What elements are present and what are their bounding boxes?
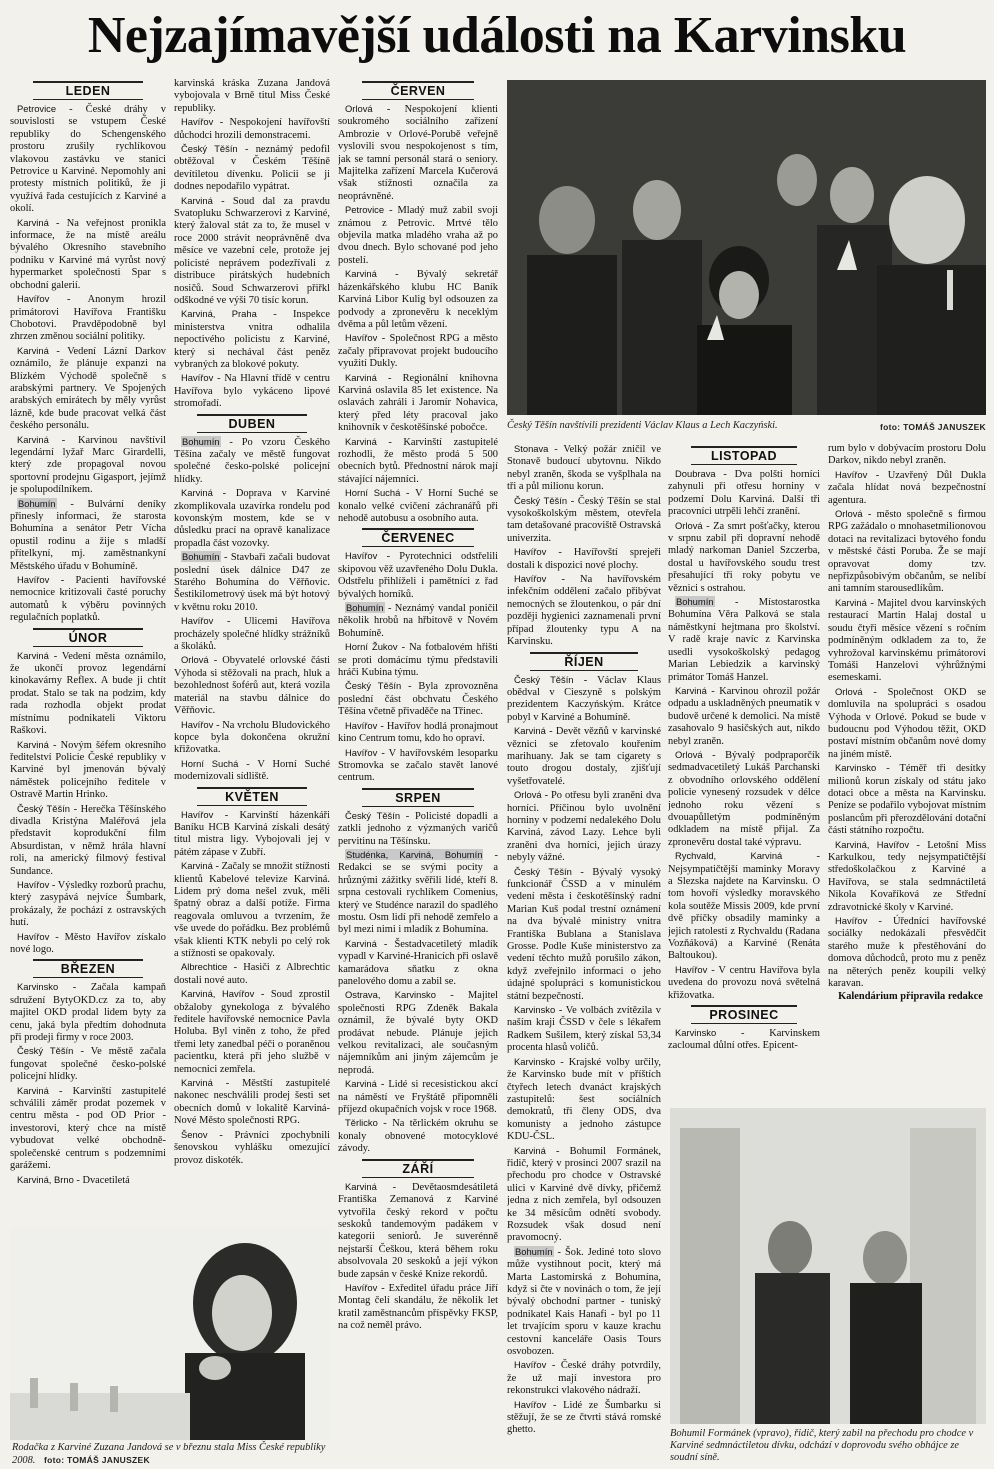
item-location: Havířov (345, 1281, 378, 1293)
item-text: - Novým šéfem okresního ředitelství Policie České republiky v Karviné byl jmenován bývalý náměstek policejního ředitele v Ostravě Martin Hrinko. (10, 739, 166, 801)
news-item (828, 686, 986, 761)
item-text: - Redakci se se svými pocity a hrůznými zážitky svěřili lidé, kteří 8. srpna cestovali rychlíkem Comenius, který ve Studénce narazil do spadlého mostu. Osm lidí při nehodě zemřelo a byl mezi nimi i mladík z Bohumína. (338, 849, 498, 936)
item-location: Ostrava, Karvinsko (345, 989, 436, 1001)
item-text: - České dráhy v souvislosti se vstupem České republiky do Schengenského prostoru zrušily rychlíkovou vlakovou zastávku ve stanici Petrovice u Karviné. Nepomohly ani protesty místních politiků, že ji využívá řada cestujících z Karviné a okolí. (10, 104, 166, 215)
miss-caption: Rodačka z Karviné Zuzana Jandová se v březnu stala Miss České republiky 2008. (12, 1442, 326, 1466)
presidents-credit: foto: TOMÁŠ JANUSZEK (880, 422, 986, 432)
news-item (10, 345, 166, 433)
item-text: - Václav Klaus obědval v Cieszyně s polským prezidentem Kaczyńským. Krátce pobyl v Karviné a Bohumíně. (507, 674, 661, 723)
news-item (10, 103, 166, 216)
item-location: Karviná (345, 1180, 377, 1192)
section-heading: PROSINEC (691, 1005, 797, 1024)
item-location: Karvinsko (514, 1004, 556, 1016)
item-text: - Za smrt pošťačky, kterou v srpnu zabil při dopravní nehodě mladý narkoman Daniel Szczerba, dostal u havířovského soudu trest přesahující tři roky pobytu ve věznici s ostrahou. (668, 520, 820, 594)
item-text: - Mladý muž zabil svoji známou z Petrovic. Mrtvé tělo objevila matka mladého vraha až po dvou dnech. Bylo schované pod jeho postelí. (338, 205, 498, 266)
presidents-photo-illustration (507, 80, 986, 415)
item-location: Karviná (345, 937, 377, 949)
news-item (507, 789, 661, 864)
news-item (174, 1129, 330, 1167)
news-item (338, 989, 498, 1077)
item-text: - Ve městě začala fungovat společné česko-polské policejní hlídky. (10, 1046, 166, 1083)
item-text: - Soud dal za pravdu Svatopluku Schwarzerovi z Karviné, který žaloval stát za to, že musel v roce 2000 strávit neoprávněně dva měsíce ve vazební cele, protože jej policisté neprávem podezřívali z distribuce pirátských hudebních nosičů. Soud Schwarzerovi přiřkl odškodné ve výši 70 tisíc korun. (174, 195, 330, 306)
item-location: Karviná (345, 268, 377, 280)
item-location: Český Těšín (17, 1045, 74, 1057)
item-text: - Šok. Jediné toto slovo může vystihnout pocit, který má Marta Lastomirská z Bohumína, když si čte v novinách o tom, že její bývalý obchodní partner - tuniský podnikatel Kais Hanafi - byl po 11 let trvajícím sporu v kauze krachu cestovní kanceláře Oasis Tours osvobozen. (507, 1246, 661, 1358)
item-text: - Doprava v Karviné zkomplikovala uzavírka rondelu pod kovonským mostem, kde se v důsledku prací na opravě kanalizace propadla část vozovky. (174, 488, 330, 549)
item-text: - Havířov hodlá pronajmout kino Centrum tomu, kdo ho opraví. (338, 720, 498, 745)
item-text: - Anonym hrozil primátorovi Havířova Františku Chobotovi. Pravděpodobně byl zhrzen změnou sociální politiky. (10, 294, 166, 343)
item-location: Karviná (181, 1077, 213, 1089)
item-text: - Na Hlavní třídě v centru Havířova bylo vykáceno lipové stromořadí. (174, 373, 330, 410)
item-location: Havířov (17, 293, 50, 305)
item-text: - V Horní Suché modernizovali sídliště. (174, 758, 330, 783)
item-text: - Karvinští zastupitelé schválili záměr prodat pozemek v centru města - pod OD Prior - investorovi, který chce na místě vybudovat velké obchodně-společenské centrum s podzemními garážemi. (10, 1085, 166, 1172)
item-text: - Regionální knihovna Karviná oslavila 85 let existence. Na oslavách zahráli i Jaromír Nohavica, který před léty pracoval jako knihovník v českotěšínské pobočce. (338, 372, 498, 434)
item-location: Bohumín (18, 497, 56, 509)
item-text: karvinská kráska Zuzana Jandová vybojovala v Brně titul Miss České republiky. (174, 78, 330, 114)
news-item (507, 1004, 661, 1055)
item-text: - Soud zprostil obžaloby gynekologa z bývalého ředitele havířovské nemocnice Pavla Holuba. Byl viněn z toho, že před třemi lety zanedbal péči o poraněnou pacientku, která při jeho službě v nemocnici zemřela. (174, 989, 330, 1075)
item-text: - Exředitel úřadu práce Jiří Montag čelí skandálu, že několik let kratil zaměstnancům příspěvky FKSP, na což neměl právo. (338, 1282, 498, 1332)
news-item (10, 498, 166, 573)
section-heading: LISTOPAD (691, 446, 797, 465)
news-item (174, 372, 330, 410)
item-location: Petrovice (345, 204, 385, 216)
news-item (338, 810, 498, 848)
item-text: - V havířovském lesoparku Stromovka se začalo stavět lanové centrum. (338, 747, 498, 784)
item-location: Karviná (17, 433, 49, 445)
news-item (338, 372, 498, 435)
news-item (174, 308, 330, 371)
item-location: Karviná (514, 1144, 546, 1156)
item-location: Karviná (17, 1084, 49, 1096)
news-item (10, 293, 166, 344)
item-text: - Vedení města oznámilo, že ukončí provoz legendární kinokavárny Reflex. A bude ji chtít prodat. Stalo se tak na podzim, kdy rada rozhodla objekt prodat místnímu podnikateli Viktoru Raškovi. (10, 650, 166, 737)
news-item (338, 602, 498, 640)
item-text: - Na vrcholu Bludovického kopce byla dokončena okružní křižovatka. (174, 719, 330, 756)
item-location: Karviná, Havířov (835, 838, 910, 850)
item-location: Havířov (345, 719, 378, 731)
item-location: Albrechtice (181, 961, 228, 973)
section-heading: ÚNOR (33, 628, 142, 647)
item-text: - Policisté dopadli a zatkli jednoho z výzmaných varičů pervitinu na Těšínsku. (338, 810, 498, 847)
news-item (507, 495, 661, 546)
item-text: - Hasiči z Albrechtic dostali nové auto. (174, 962, 330, 986)
item-location: Rychvald, Karviná (675, 850, 783, 862)
item-text: - Havířovští sprejeři dostali k dispozici nové plochy. (507, 547, 661, 571)
news-item (10, 217, 166, 292)
item-location: Český Těšín (345, 680, 402, 692)
news-item (338, 720, 498, 746)
item-location: Šenov (181, 1128, 208, 1140)
item-location: Český Těšín (514, 865, 572, 877)
item-text: - Po vzoru Českého Těšína začaly ve městě fungovat společné česko-polské policejní hlídky. (174, 436, 330, 485)
news-item (338, 849, 498, 937)
news-item (668, 1027, 820, 1053)
section-heading: BŘEZEN (33, 959, 142, 978)
news-item (338, 332, 498, 370)
item-text: - Krajské volby určily, že Karvinsko bude mít v příštích čtyřech letech dvanáct krajských zastupitelů: šest sociálních demokratů, tři členy ODS, dva komunisty a jednoho zástupce KDU-ČSL. (507, 1056, 661, 1143)
item-location: Český Těšín (345, 809, 401, 821)
item-text: - Vedení Lázní Darkov oznámilo, že plánuje expanzi na Blízkém Východě společně s arabskými partnery. Ve Spojených arabských emirátech by měly vyrůst lázně, kde bude pracovat velká část českého personálu. (10, 345, 166, 432)
item-location: Karviná (17, 738, 49, 750)
item-location: Orlová (835, 508, 863, 520)
item-text: - Pacienti havířovské nemocnice kritizovali časté poruchy automatů k výběru povinných regulačních poplatků. (10, 575, 166, 624)
news-item (668, 520, 820, 595)
item-location: Havířov (17, 574, 50, 586)
item-text: - neznámý pedofil obtěžoval v Českém Těšíně devítiletou dívenku. Policii se ji dodnes nepodařilo vypátrat. (174, 144, 330, 193)
news-item (338, 550, 498, 601)
news-item (10, 574, 166, 625)
item-location: Stonava (514, 443, 549, 454)
item-location: Český Těšín (17, 802, 70, 814)
item-text: - Společnost RPG a město začaly připravovat projekt budoucího využití Dukly. (338, 333, 498, 370)
item-text: - Stavbaři začali budovat poslední úsek dálnice D47 ze Starého Bohumína do Věřňovic. Šestikilometrový úsek má být hotový v květnu roku 2010. (174, 552, 330, 613)
news-item (338, 103, 498, 203)
news-item (338, 268, 498, 331)
section-heading: ČERVENEC (362, 528, 474, 547)
news-item (668, 596, 820, 684)
news-item (338, 1282, 498, 1333)
item-location: Havířov (514, 1359, 547, 1371)
news-item (338, 436, 498, 487)
news-item (10, 803, 166, 878)
news-item (338, 487, 498, 525)
item-text: - Bulvární deníky přinesly informaci, že starosta Bohumína a senátor Petr Vícha opustil rodinu a žije s mladší přítelkyní, mj. zaměstnankyní Městského úřadu v Bohumíně. (10, 498, 166, 572)
news-item (174, 116, 330, 142)
item-text: - V centru Havířova byla uvedena do provozu nová světelná křižovatka. (668, 964, 820, 1001)
item-location: Karvinsko (835, 762, 877, 774)
item-text: - České dráhy potvrdily, že už mají investora pro rekonstrukci vlakového nádraží. (507, 1360, 661, 1397)
news-item (174, 78, 330, 115)
news-item (828, 508, 986, 596)
item-text: - Karvinští házenkáři Baníku HCB Karviná získali desátý titul mistra ligy. Vybojovali jej v pátém zápase v Zubří. (174, 809, 330, 858)
item-location: Orlová (345, 103, 373, 114)
news-item (10, 981, 166, 1044)
item-location: Karvinsko (675, 1027, 717, 1039)
item-text: - Majitel dvou karvinských restaurací Martin Halaj dostal u soudu čtyři měsíce vězení s ročním podmíněným odkladem za to, že vyhrožoval karvinskému primátorovi Tomáši Hanzelovi výhrůžnými esemeskami. (828, 597, 986, 684)
item-text: - Nespokojení klienti soukromého sociálního zařízení Ambrozie v Orlové-Porubě veřejně vyslovili svou nespokojenost s tím, jak se tamní personál stará o seniory. Majitelka zařízení Marcela Kučerová však stížnosti označila za neoprávněné. (338, 104, 498, 202)
item-location: Havířov (181, 116, 214, 128)
news-item (174, 988, 330, 1076)
section-heading: ČERVEN (362, 81, 474, 100)
item-location: Karviná (514, 725, 546, 737)
item-location: Havířov (345, 746, 378, 758)
news-item (507, 1359, 661, 1397)
item-text: - Dvacetiletá (73, 1174, 130, 1186)
item-text: - Český Těšín se stal vysokoškolským městem, otevřela tam detašované pracoviště Ostravská univerzita. (507, 495, 661, 544)
item-text: - Majitel společnosti RPG Zdeněk Bakala oznámil, že bývalé byty OKD prodávat nebude. Plánuje jejich velkou revitalizaci, ale současným nájemníkům ani jiným zájemcům je neprodá. (338, 990, 498, 1076)
item-text: - Společnost OKD se domluvila na spolupráci s osadou Výhoda v Orlové. Pokud se bude v budoucnu pod Výhodou těžit, OKD postaví místním občanům nové domy na jiném místě. (828, 686, 986, 760)
item-text: - Téměř tři desítky milionů korun získaly od státu jako dotaci obce a města na Karvinsku. Peníze se podařilo vybojovat místním poslancům při přerozdělování dotační části státního rozpočtu. (828, 763, 986, 837)
news-item (10, 1174, 166, 1187)
item-text: - Výsledky rozborů prachu, který zasypává nejvíce Šumbark, prokázaly, že pochází z ostravských hutí. (10, 879, 166, 929)
item-text: - Devětaosmdesátiletá Františka Zemanová z Karviné vytvořila český rekord v počtu seskoků tandemovým padákem v kategorii seniorů. Je suverénně nejstarší Češkou, která během roku absolvovala 20 seskoků a její výkon bude zapsán v české Knize rekordů. (338, 1181, 498, 1280)
news-item (338, 641, 498, 679)
news-item (174, 809, 330, 860)
item-location: Bohumín (676, 596, 714, 608)
item-location: Karviná (17, 344, 49, 356)
item-location: Karviná (345, 435, 377, 447)
miss-caption-row (12, 1442, 330, 1468)
news-item (174, 436, 330, 487)
item-text: - Lidé ze Šumbarku si stěžují, že se ze čtvrti stává romské ghetto. (507, 1399, 661, 1436)
news-item (10, 650, 166, 738)
news-item (828, 915, 986, 990)
item-text: - Karvinskem zacloumal důlní otřes. Epicent- (668, 1028, 820, 1052)
news-item (828, 839, 986, 914)
news-item (507, 674, 661, 725)
item-location: Horní Žukov (345, 641, 398, 653)
item-location: Havířov (181, 372, 214, 384)
news-item (828, 443, 986, 468)
item-text: - Bývalý vysoký funkcionář ČSSD a v minulém vedení města i českotěšínský radní Marian Kuš podal trestní oznámení na dva bývalé ministry vnitra Františka Bublana a Stanislava Grosse. Podle Kuše ministerstvo za vedení těchto mužů porušilo zákon, když zveřejnilo informaci o jeho údajné spolupráci s komunistickou státní bezpečností. (507, 866, 661, 1002)
news-item (174, 654, 330, 717)
presidents-caption-row (507, 420, 986, 434)
item-text: - Úředníci havířovské sociálky nedokázali přesvědčit starého muže k přestěhování do domova důchodců, proto mu z peněz na něterých peněz koupili velký karavan. (828, 916, 986, 990)
item-location: Karviná (181, 860, 213, 872)
news-item (10, 739, 166, 802)
item-location: Orlová (835, 685, 863, 697)
item-text: - Právníci zpochybnili šenovskou vyhlášku omezující provoz diskoték. (174, 1129, 330, 1166)
section-heading: ŘÍJEN (530, 652, 638, 671)
news-item (507, 1399, 661, 1437)
item-location: Karviná (675, 684, 707, 696)
item-text: - Ve volbách zvítězila v naším kraji ČSSD v čele s lékařem Radkem Sušilem, který získal 53,34 procenta hlasů voličů. (507, 1005, 661, 1054)
item-location: Havířov (835, 915, 868, 927)
item-location: Havířov (345, 550, 378, 562)
news-item (668, 850, 820, 963)
item-location: Bohumín (515, 1245, 553, 1257)
item-location: Horní Suchá (345, 487, 401, 499)
column-3 (338, 78, 498, 1468)
item-location: Karviná (181, 487, 213, 499)
section-heading: DUBEN (197, 414, 306, 433)
section-heading: LEDEN (33, 81, 142, 100)
item-text: - Na fotbalovém hřišti se proti domácímu týmu představili hráči Kubina týmu. (338, 642, 498, 679)
item-location: Havířov (181, 718, 214, 730)
item-text: - Městští zastupitelé nakonec neschválili prodej šesti set obecních domů v lokalitě Karviná-Nové Město společnosti RPG. (174, 1078, 330, 1127)
item-text: - Bývalý sekretář házenkářského klubu HC Baník Karviná Libor Kulig byl odsouzen za podvody a zpronevěru k neceklým dvěma a půl letům vězení. (338, 269, 498, 330)
item-text: - Devět vězňů v karvinské věznici se zfetovalo kouřením marihuany. Jak se tam cigarety s touto drogou dostaly, zjišťují vyšetřovatelé. (507, 726, 661, 787)
item-location: Bohumín (182, 551, 220, 563)
miss-photo-illustration (10, 1228, 330, 1440)
news-item (338, 747, 498, 785)
item-location: Český Těšín (514, 494, 568, 506)
item-text: rum bylo v dobývacím prostoru Dolu Darkov, nikdo nebyl zraněn. (828, 443, 986, 467)
news-item (507, 546, 661, 572)
item-text: - Dva polští horníci zahynuli při otřesu horniny v podzemí Dolu Karviná. Další tři pracovníci utrpěli lehčí zranění. (668, 469, 820, 518)
section-heading: KVĚTEN (197, 787, 306, 806)
column-1 (10, 78, 166, 1228)
item-location: Havířov (345, 332, 378, 344)
item-location: Těrlicko (345, 1117, 378, 1129)
news-item (10, 931, 166, 957)
item-text: - Neznámý vandal poničil několik hrobů na hřbitově v Novém Bohumíně. (338, 603, 498, 639)
item-location: Karviná (345, 1078, 377, 1090)
news-item (338, 204, 498, 267)
news-item (507, 1145, 661, 1245)
news-item (174, 615, 330, 653)
item-location: Karviná, Praha (181, 308, 257, 320)
news-item (507, 573, 661, 648)
section-heading: ZÁŘÍ (362, 1159, 474, 1178)
news-item (507, 1056, 661, 1144)
news-item (338, 1181, 498, 1281)
news-item (10, 434, 166, 497)
news-item (507, 866, 661, 1003)
item-location: Havířov (675, 963, 708, 975)
item-text: - Na veřejnost pronikla informace, že na místě areálu bývalého Okresního stavebního podniku v Karviné má vyrůst nový hypermarket společnosti Spar s obchodní galerií. (10, 217, 166, 291)
signoff: Kalendárium připravila redakce (838, 991, 983, 1003)
item-text: - Lidé si recesistickou akcí na náměstí ve Fryštátě připomněli příjezd okupačních vojsk v roce 1968. (338, 1079, 498, 1116)
item-text: - Nejsympatičtější maminky Moravy a Slezska najdete na Karvinsku. O tom hovoří výsledky moravského kola soutěže Missis 2009, kde první dvě příčky obsadily maminky a jejich ratolesti z Rychvaldu (Radana Vozňáková) a Karviné (Renáta Baltoukou). (668, 851, 820, 962)
item-text: - Velký požár zničil ve Stonavě budoucí ubytovnu. Nikdo nebyl zraněn, škoda se vyšplhala na tři a půl milionu korun. (507, 444, 661, 493)
item-text: - Místostarostka Bohumína Věra Palková se stala náměstkyní hejtmana pro školství. V radě kraje navíc z Karvinska usedli vysokoškolský pedagog Marian Lebiedzik a karvinský primátor Tomáš Hanzel. (668, 597, 820, 683)
item-text: - Karvinští zastupitelé rozhodli, že město prodá 5 500 obecních bytů. Přednostní nárok mají stávající nájemníci. (338, 436, 498, 485)
news-item (174, 195, 330, 308)
item-text: - Šestadvacetiletý mladík vypadl v Karviné-Hranicích při oslavě kamarádova sňatku z okna panelového domu a zabil se. (338, 938, 498, 987)
news-item (10, 1085, 166, 1173)
item-text: - Po otřesu byli zraněni dva horníci. Příčinou bylo uvolnění horniny v podzemí nedalekého Dolu Karviná, závod Lazy. Lehce byli zraněni dva horníci, jejich úrazy nebyly vážné. (507, 790, 661, 864)
news-item (828, 762, 986, 837)
news-item (507, 725, 661, 788)
news-item (174, 487, 330, 550)
news-item (174, 551, 330, 614)
news-item (507, 443, 661, 494)
item-text: - Bohumil Formánek, řidič, který v prosinci 2007 srazil na přechodu pro chodce v Ostravské ulici v Karviné dvě dívky, přičemž jedna z nich zemřela, byl odsouzen ke 34 měsícům odnětí svobody. Rozsudek však dosud není pravomocný. (507, 1145, 661, 1244)
item-location: Petrovice (17, 103, 57, 114)
column-2 (174, 78, 330, 1228)
item-location: Orlová (675, 748, 703, 760)
item-text: - Ulicemi Havířova procházely společné hlídky strážníků a školáků. (174, 616, 330, 653)
item-location: Karviná (17, 216, 49, 228)
news-item (828, 469, 986, 507)
item-text: - Byla zprovozněna poslední část obchvatu Českého Těšína včetně přivaděče na Třinec. (338, 681, 498, 718)
item-location: Orlová (675, 519, 703, 531)
item-location: Havířov (514, 1398, 547, 1410)
item-text: - Město Havířov získalo nové logo. (10, 931, 166, 955)
item-location: Karviná (181, 194, 213, 206)
item-location: Studénka, Karviná, Bohumín (346, 848, 483, 860)
item-location: Karvinsko (17, 981, 59, 993)
news-item (174, 143, 330, 194)
item-text: - Na havířovském infekčním oddělení začalo přibývat nemocných se žloutenkou, o pár dní později hygienici zaznamenali první případ žloutenky typu A na Karvinsku. (507, 574, 661, 648)
item-text: - Pyrotechnici odstřelili skipovou věž uzavřeného Dolu Dukla. Odstřelu přihlíželi i pamětníci z řad bývalých horníků. (338, 551, 498, 600)
column-4 (507, 443, 661, 1468)
news-item (507, 1246, 661, 1359)
item-location: Havířov (514, 573, 547, 585)
news-item (174, 860, 330, 960)
news-item (174, 961, 330, 987)
news-item (668, 468, 820, 519)
item-location: Havířov (181, 808, 214, 820)
item-text: - Začala kampaň sdružení BytyOKD.cz za to, aby majitel OKD prodal lidem byty za cenu, jaká byla předtím dohodnuta při prodeji firmy v roce 2003. (10, 982, 166, 1044)
news-item (338, 938, 498, 989)
page-headline: Nejzajímavější události na Karvinsku (87, 7, 907, 64)
item-text: - Nespokojení havířovští důchodci hrozili demonstracemi. (174, 117, 330, 141)
item-text: - Inspekce ministerstva vnitra odhalila nepoctivého policistu z Karviné, který si nechával část peněz vybraných za blokové pokuty. (174, 309, 330, 370)
item-location: Karviná (835, 596, 867, 608)
item-location: Karviná, Brno (17, 1173, 74, 1185)
news-item (668, 749, 820, 849)
news-item (338, 1117, 498, 1155)
news-item (10, 1045, 166, 1083)
item-location: Karviná (17, 649, 49, 661)
item-location: Havířov (514, 546, 547, 558)
item-text: - Bývalý podpraporčík sedmadvacetiletý Lukáš Parchanski z obvodního orlovského oddělení policie vynesený rozsudek v délce jednoho roku vězení s dvouapůlletým podmíněným odkladem na místě přijal. Za zpronevěru dostal také výpravu. (668, 749, 820, 848)
photo-presidents (507, 80, 986, 415)
item-location: Bohumín (182, 435, 220, 447)
news-item (668, 964, 820, 1002)
item-location: Český Těšín (514, 673, 574, 685)
news-item (828, 597, 986, 685)
news-item (338, 680, 498, 718)
item-location: Havířov (17, 930, 50, 942)
item-text: - Karvinou ohrozil požár odpadu a uskladněných pneumatik v budově určené k demolici. Na místě zasahovalo 9 hasičských aut, nikdo nebyl zraněn. (668, 685, 820, 747)
item-location: Karviná, Havířov (181, 988, 255, 1000)
item-location: Karviná (345, 371, 377, 383)
item-location: Havířov (181, 615, 214, 627)
photo-miss (10, 1228, 330, 1440)
news-item (668, 685, 820, 748)
item-text: - Uzavřený Důl Dukla začala hlídat nová bezpečnostní agentura. (828, 469, 986, 506)
item-text: - Herečka Těšínského divadla Kristýna Maléřová jela představit koprodukční film Absurdistan, v němž hrála hlavní roli, na americký filmový festival Sundance. (10, 803, 166, 877)
news-item (10, 879, 166, 930)
news-item (338, 1078, 498, 1116)
item-location: Havířov (17, 878, 50, 890)
item-text: - Obyvatelé orlovské části Výhoda si stěžovali na prach, hluk a bezohlednost šoférů aut, která vozila materiál na stavbu dálnice do Věřňovic. (174, 655, 330, 717)
item-location: Havířov (835, 468, 868, 480)
photo-court-drawn (670, 1108, 986, 1424)
section-heading: SRPEN (362, 788, 474, 807)
news-item (174, 719, 330, 757)
item-location: Karvinsko (514, 1055, 556, 1067)
presidents-caption: Český Těšín navštívili prezidenti Václav Klaus a Lech Kaczyński. (507, 420, 778, 431)
miss-credit: foto: TOMÁŠ JANUSZEK (44, 1455, 150, 1465)
court-caption: Bohumil Formánek (vpravo), řidič, který zabil na přechodu pro chodce v Karviné sedmnáctiletou dívku, odchází v doprovodu svého obhájce ze soudní síně. (670, 1428, 974, 1463)
news-item (174, 1077, 330, 1128)
item-location: Český Těšín (181, 143, 238, 155)
item-location: Orlová (514, 789, 542, 801)
item-text: - Letošní Miss Karkulkou, tedy nejsympatičtější středoškolačkou z Karviné a Havířova, se stala sedmnáctiletá Nikola Kovaříková ze Střední zdravotnické školy v Karviné. (828, 839, 986, 913)
item-location: Doubrava (675, 468, 716, 479)
item-text: - Začaly se množit stížnosti klientů Kabelové televize Karviná. Lidem prý doma nešel zvuk, měli špatný obraz a další potíže. Firma reagovala omluvou a tvrzením, že vše uvede do pořádku. Bez problémů však klienti KTK nebyli po celý rok a stížnosti se opakovaly. (174, 861, 330, 959)
item-text: - Karvinou navštívil legendární lyžař Marc Girardelli, který zde propagoval novou sportovní prodejnu Gigasport, jejímž je spolupodílníkem. (10, 434, 166, 496)
item-text: - Na těrlickém okruhu se konaly obnovené motocyklové závody. (338, 1118, 498, 1155)
item-location: Bohumín (346, 602, 384, 614)
news-item (174, 758, 330, 784)
item-text: - město společně s firmou RPG zažádalo o mnohasetmilionovou dotaci na revitalizaci bytového fondu v městské části Poruba. Že se mají opravovat domy tzv. nepřizpůsobivým občanům, se nelíbí ani tamním starousedlíkům. (828, 509, 986, 595)
item-location: Orlová (181, 654, 209, 666)
item-location: Horní Suchá (181, 757, 239, 769)
item-text: - V Horní Suché se konalo velké cvičení záchranářů při nehodě autobusu a osobního auta. (338, 488, 498, 524)
